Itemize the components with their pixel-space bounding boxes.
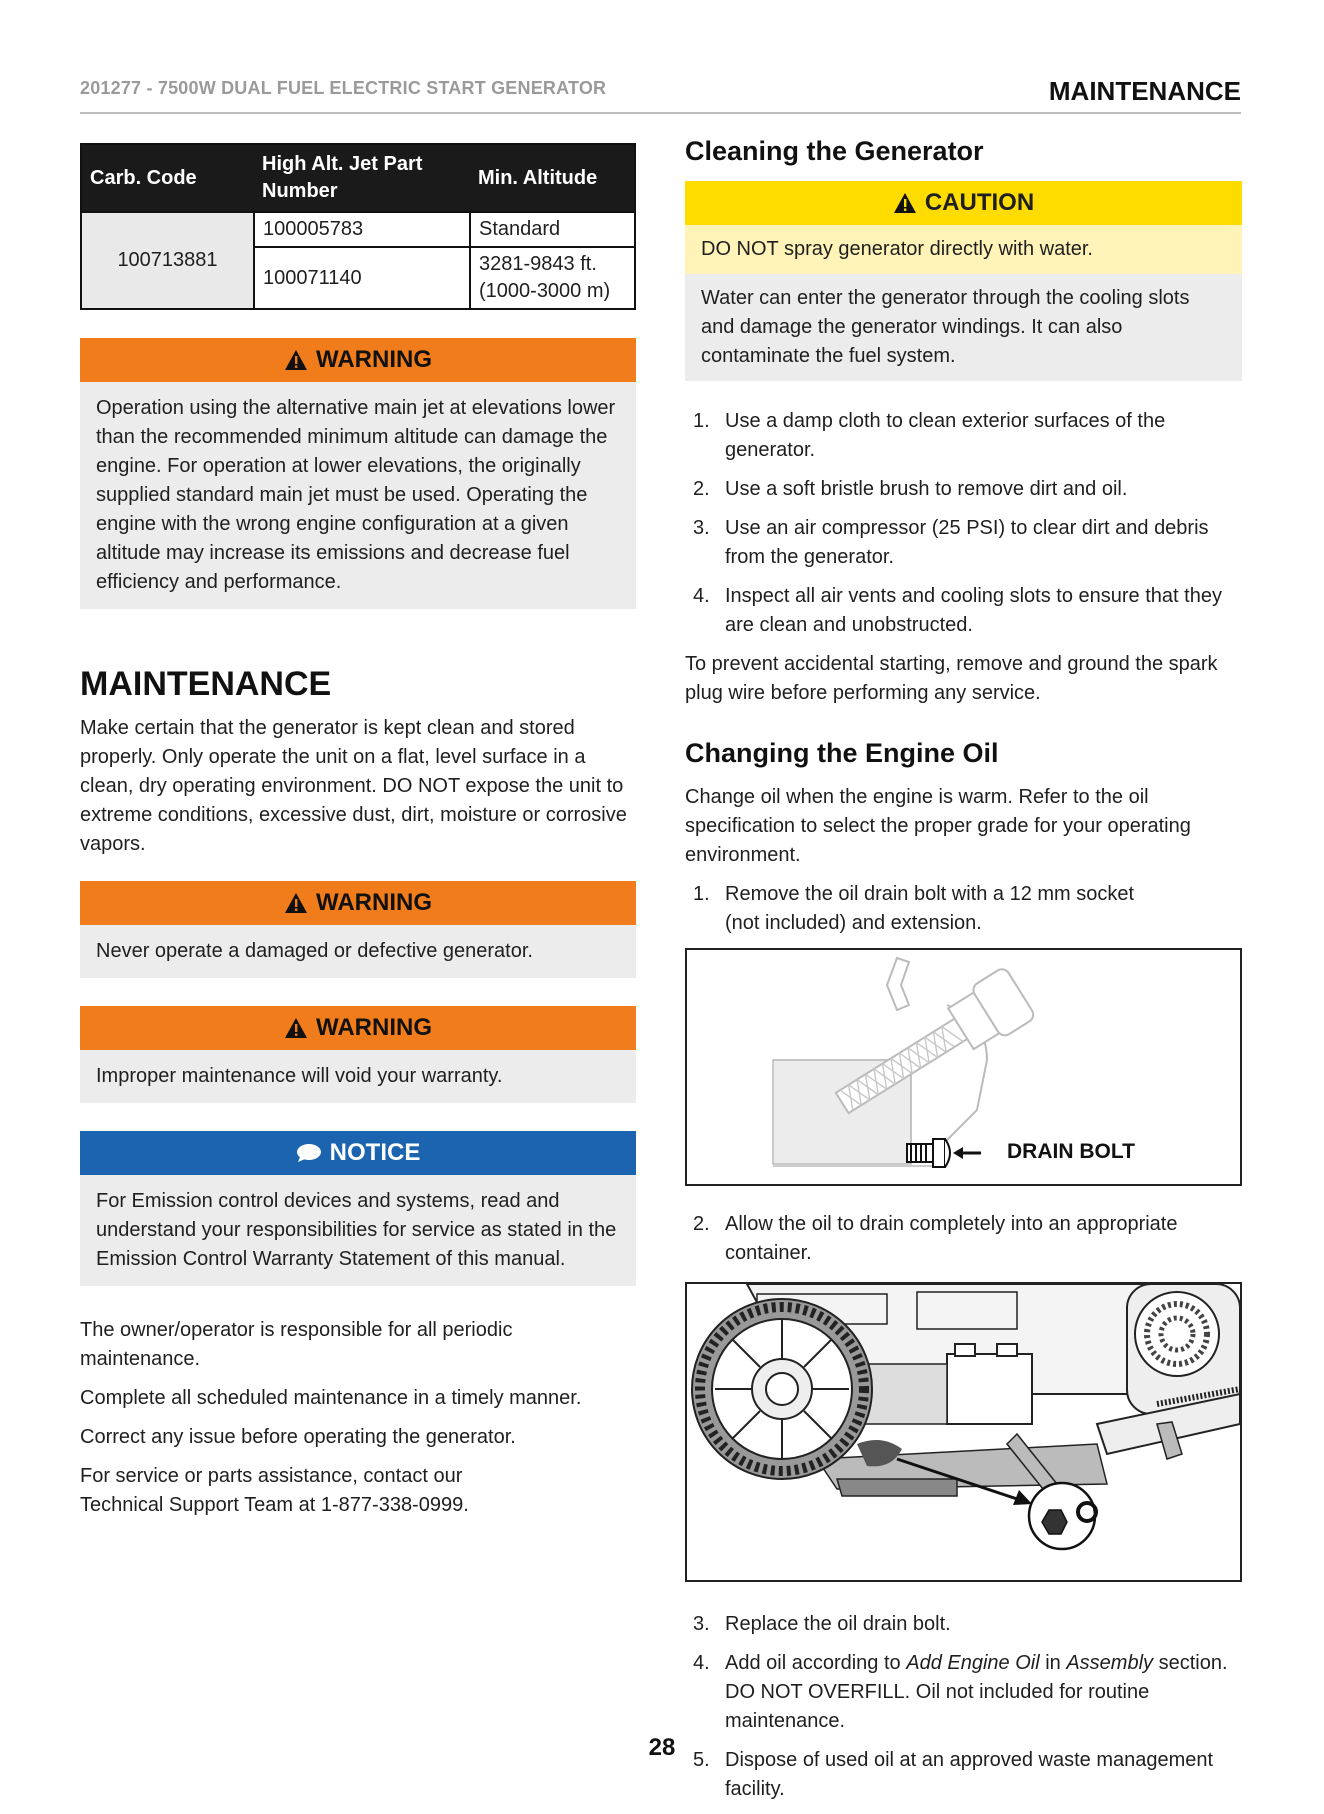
page-number: 28 — [648, 1734, 676, 1761]
warning-box — [80, 1006, 636, 1103]
warning-box — [80, 881, 636, 978]
oil-steps-b — [685, 1210, 1242, 1268]
document-title: 201277 - 7500W DUAL FUEL ELECTRIC START GENERATOR — [80, 78, 607, 98]
list-item: 1. Remove the oil drain bolt with a 12 mm socket (not included) and extension. — [693, 883, 1135, 934]
caution-label: CAUTION — [924, 189, 1035, 216]
support-line-2: Technical Support Team at 1-877-338-0999. — [80, 1494, 469, 1516]
table-cell: Standard — [470, 212, 635, 247]
warning-label: WARNING — [316, 889, 432, 916]
drain-bolt-detail-icon — [1029, 1483, 1096, 1549]
fan-cover-icon — [1127, 1284, 1240, 1414]
list-item: 2. Allow the oil to drain completely into an appropriate container. — [693, 1213, 1178, 1264]
table-header: Min. Altitude — [470, 144, 635, 212]
notice-label: NOTICE — [329, 1139, 421, 1166]
warning-triangle-icon — [284, 349, 308, 371]
oil-steps-c — [685, 1610, 1242, 1804]
notice-text: For Emission control devices and systems, read and understand your responsibilities for service as stated in the Emission Control Warranty Statement of this manual. — [80, 1175, 636, 1286]
warning-triangle-icon — [284, 1017, 308, 1039]
responsibility-notes — [80, 1316, 636, 1520]
step-text: Add oil according to — [725, 1652, 907, 1674]
drain-bolt-label: DRAIN BOLT — [1007, 1140, 1135, 1163]
caution-box — [685, 181, 1242, 381]
altitude-jet-table — [80, 143, 636, 310]
right-column — [685, 136, 1242, 1814]
list-item: 4. Add oil according to Add Engine Oil in Assembly section. DO NOT OVERFILL. Oil not included for routine maintenance. — [693, 1652, 1228, 1732]
warning-text: Never operate a damaged or defective generator. — [80, 925, 636, 978]
paragraph — [80, 1462, 636, 1520]
table-header-row — [81, 144, 635, 212]
caution-header — [685, 181, 1242, 225]
step-text: in — [1039, 1652, 1067, 1674]
notice-header — [80, 1131, 636, 1175]
warning-header — [80, 1006, 636, 1050]
caution-text: Water can enter the generator through the cooling slots and damage the generator windings. It can also contaminate the fuel system. — [685, 274, 1242, 381]
drain-bolt-figure — [685, 948, 1242, 1186]
table-cell-carb-code: 100713881 — [81, 212, 254, 309]
wheel-icon — [692, 1299, 872, 1479]
cleaning-steps — [685, 407, 1242, 640]
warning-label: WARNING — [316, 346, 432, 373]
oil-drain-figure — [685, 1282, 1242, 1582]
step-text: DO NOT OVERFILL. Oil not included for routine maintenance. — [725, 1681, 1150, 1732]
paragraph: Complete all scheduled maintenance in a timely manner. — [80, 1387, 582, 1409]
table-row — [81, 212, 635, 247]
warning-header — [80, 881, 636, 925]
oil-intro: Change oil when the engine is warm. Refer to the oil specification to select the proper grade for your operating environment. — [685, 786, 1191, 866]
step-text: Use a soft bristle brush to remove dirt and oil. — [725, 478, 1128, 500]
paragraph: Correct any issue before operating the generator. — [80, 1426, 516, 1448]
table-header: High Alt. Jet Part Number — [254, 144, 470, 212]
table-cell: 3281-9843 ft. (1000-3000 m) — [470, 247, 635, 309]
speech-bubble-icon — [296, 1143, 322, 1163]
step-text: Use an air compressor (25 PSI) to clear dirt and debris from the generator. — [725, 517, 1209, 568]
warning-box — [80, 338, 636, 609]
caution-line: DO NOT spray generator directly with water. — [685, 225, 1242, 274]
arrow-left-icon — [953, 1147, 981, 1159]
step-text: Inspect all air vents and cooling slots to ensure that they are clean and unobstructed. — [725, 585, 1222, 636]
maintenance-intro: Make certain that the generator is kept clean and stored properly. Only operate the unit on a flat, level surface in a clean, dry operating environment. DO NOT expose the unit to extreme conditions, excessive dust, dirt, moisture or corrosive vapors. — [80, 717, 627, 855]
generator-oil-drain-illustration — [687, 1284, 1240, 1580]
support-line-1: For service or parts assistance, contact our — [80, 1465, 463, 1487]
drain-bolt-icon — [907, 1139, 950, 1167]
step-text: Dispose of used oil at an approved waste management facility. — [725, 1749, 1214, 1800]
warning-triangle-icon — [284, 892, 308, 914]
header-divider — [80, 112, 1241, 114]
oil-steps-a — [685, 880, 1242, 938]
notice-box — [80, 1131, 636, 1286]
step-text: (not included) and extension. — [725, 912, 982, 934]
oil-heading: Changing the Engine Oil — [685, 738, 999, 768]
step-text: Replace the oil drain bolt. — [725, 1613, 951, 1635]
list-item: 2. Use a soft bristle brush to remove dirt and oil. — [693, 478, 1128, 500]
table-cell: 100005783 — [254, 212, 470, 247]
paragraph: The owner/operator is responsible for all periodic maintenance. — [80, 1319, 513, 1370]
warning-text: Operation using the alternative main jet at elevations lower than the recommended minimum altitude can damage the engine. For operation at lower elevations, the originally supplied standard main jet must be used. Operating the engine with the wrong engine configuration at a given altitude may increase its emissions and decrease fuel efficiency and performance. — [80, 382, 636, 609]
step-text: section. — [1153, 1652, 1228, 1674]
table-header: Carb. Code — [81, 144, 254, 212]
warning-text: Improper maintenance will void your warranty. — [80, 1050, 636, 1103]
list-item: 4. Inspect all air vents and cooling slots to ensure that they are clean and unobstructed. — [693, 585, 1222, 636]
list-item: 3. Use an air compressor (25 PSI) to clear dirt and debris from the generator. — [693, 517, 1209, 568]
step-text: Remove the oil drain bolt with a 12 mm socket — [725, 883, 1135, 905]
warning-header — [80, 338, 636, 382]
left-column — [80, 143, 636, 1520]
list-item: 1. Use a damp cloth to clean exterior surfaces of the generator. — [693, 410, 1166, 461]
cleaning-heading: Cleaning the Generator — [685, 136, 984, 166]
spark-plug-note: To prevent accidental starting, remove and ground the spark plug wire before performing any service. — [685, 653, 1218, 704]
step-emphasis: Assembly — [1066, 1652, 1154, 1674]
step-text: Allow the oil to drain completely into an appropriate container. — [725, 1213, 1178, 1264]
list-item: 5. Dispose of used oil at an approved waste management facility. — [693, 1749, 1214, 1800]
step-text: Use a damp cloth to clean exterior surfaces of the generator. — [725, 410, 1166, 461]
warning-triangle-icon — [893, 192, 917, 214]
warning-label: WARNING — [316, 1014, 432, 1041]
drain-bolt-illustration — [687, 950, 1240, 1184]
step-emphasis: Add Engine Oil — [906, 1652, 1040, 1674]
list-item: 3. Replace the oil drain bolt. — [693, 1613, 951, 1635]
table-cell: 100071140 — [254, 247, 470, 309]
section-title: MAINTENANCE — [1048, 76, 1241, 106]
maintenance-heading: MAINTENANCE — [80, 665, 332, 703]
